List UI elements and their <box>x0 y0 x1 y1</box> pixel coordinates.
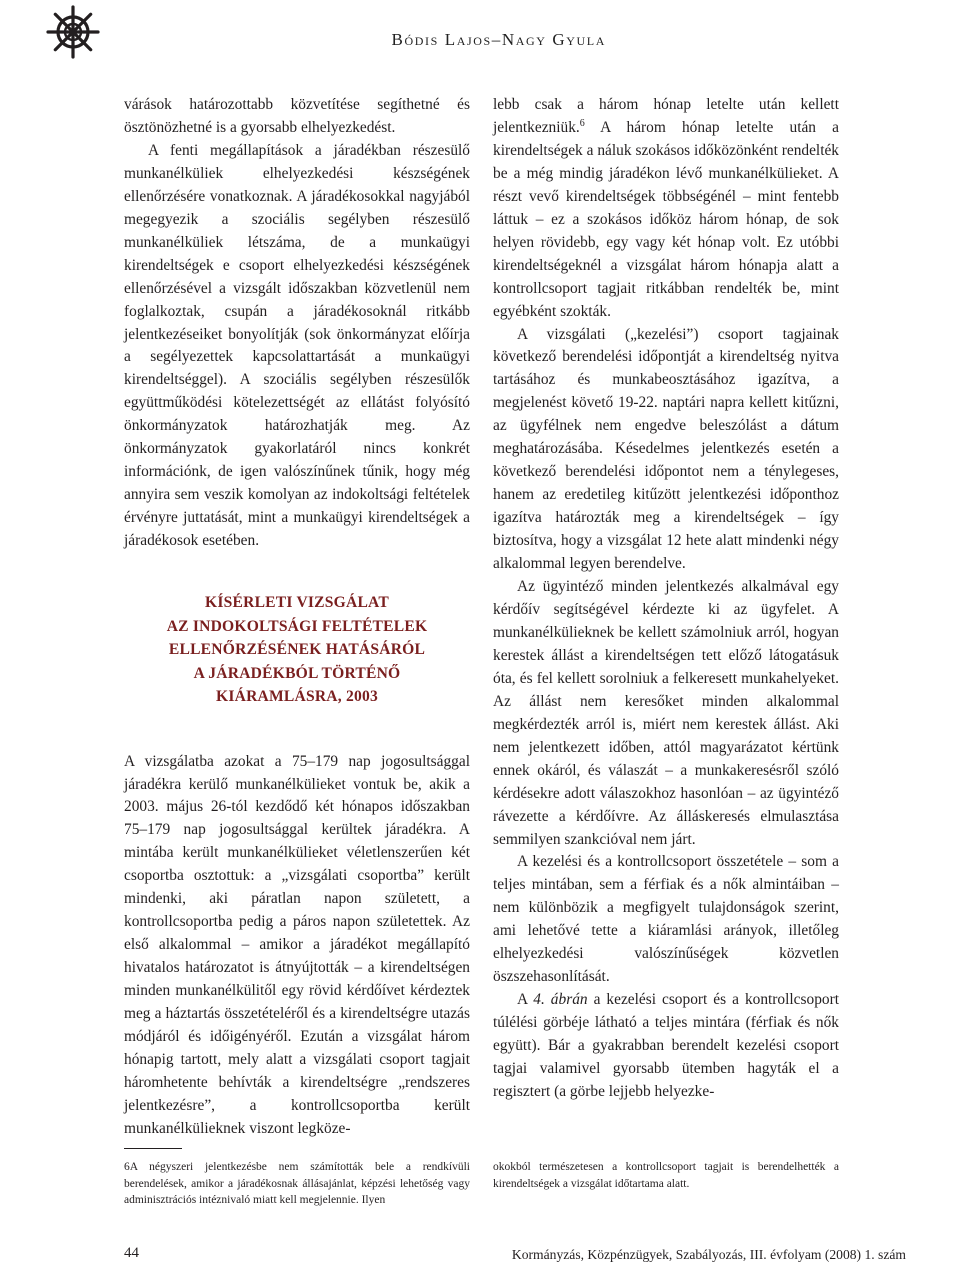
paragraph-text: a kezelési csoport és a kontrollcsoport túlélési görbéje látható a teljes mintára (férfiak és nők együtt). Bár a gyakrabban berendelt kezelési csoport tagjai valamivel gyorsabb ütemben hagyták el a regisztert (a görbe lejjebb helyezke- <box>493 991 839 1100</box>
journal-citation: Kormányzás, Közpénzügyek, Szabályozás, III. évfolyam (2008) 1. szám <box>511 1247 906 1262</box>
paragraph-text: A három hónap letelte után a kirendeltségek a náluk szokásos időközönként rendelték be a még mindig járadékon lévő munkanélkülieket. A részt vevő kirendeltségek többségénél – mint fentebb láttuk – ez a szokásos időköz három hónap, de sok helyen rövidebb, egy vagy két hónap volt. Ez utóbbi kirendeltségeknél a vizsgálat három hónapja alatt a kontrollcsoport tagjait ritkábban rendelték be, mint egyébként szokták. <box>493 118 839 320</box>
footnote-left <box>124 1159 470 1209</box>
paragraph: A fenti megállapítások a járadékban részesülő munkanélküliek elhelyezkedési készségének ellenőrzésére vonatkoznak. A járadékosokkal nagyjából megegyezik a szociális segélyben részesülő munkanélküliek létszáma, de a munkaügyi kirendeltségek e csoport elhelyezkedési készségének ellenőrzésével a vizsgált időszakban közvetlenül nem foglalkoztak, csupán a járadékosoknál ritkább jelentkezéseiket bonyolítják (sok önkormányzat előírja a segélyezettek kapcsolattartását a munkaügyi kirendeltséggel). A szociális segélyben részesülők együttműködési kötelezettségét az ellátást folyósító önkormányzatok határozhatják meg. Az önkormányzatok gyakorlatáról nincs konkrét információnk, de igen valószínűnek tűnik, hogy még annyira sem veszik komolyan az indokoltsági feltételek érvényre juttatását, mint a munkaügyi kirendeltségek a járadékosok esetében. <box>124 141 470 550</box>
heading-line: AZ INDOKOLTSÁGI FELTÉTELEK <box>166 617 428 635</box>
footnote-ref: 6 <box>579 117 585 129</box>
left-column <box>124 94 470 1141</box>
footnote-divider <box>124 1148 182 1149</box>
footnote-number: 6 <box>124 1161 130 1173</box>
heading-line: KIÁRAMLÁSRA, 2003 <box>216 688 378 706</box>
paragraph <box>493 989 839 1104</box>
figure-reference: 4. ábrán <box>533 991 588 1009</box>
paragraph-text: lebb csak a három hónap letelte után kellett jelentkezniük. <box>493 96 839 136</box>
footnote-right: okokból természetesen a kontrollcsoport tagjait is berendelhették a kirendeltségek a vizsgálat időtartama alatt. <box>493 1161 839 1190</box>
paragraph: A vizsgálati („kezelési”) csoport tagjainak következő berendelési időpontját a kirendeltség nyitva tartásához és munkabeosztásához igazítva, a megjelenést követő 19-22. naptári napra kellett kitűzni, az ügyfélnek nem engedve beleszólást a dátum meghatározásába. Késedelmes jelentkezés esetén a következő berendelési időpontot nem a ténylegeses, hanem az eredetileg kitűzött jelentkezési időponthoz igazítva határozták meg a kirendeltségek – így biztosítva, hogy a vizsgálat 12 hete alatt mindenki négy alkalommal legyen berendelve. <box>493 325 839 573</box>
paragraph-text: A <box>517 991 534 1009</box>
paragraph: várások határozottabb közvetítése segíthetné és ösztönözhetné is a gyorsabb elhelyezkedést. <box>124 96 470 136</box>
section-heading <box>124 591 470 709</box>
page-number: 44 <box>124 1245 139 1261</box>
heading-line: ELLENŐRZÉSÉNEK HATÁSÁRÓL <box>168 641 426 659</box>
paragraph: A kezelési és a kontrollcsoport összetétele – som a teljes mintában, sem a férfiak és a nők almintáiban – nem különbözik a megfigyelt tulajdonságok szerint, ami lehetővé tette a kiáramlási arányok, illetőleg elhelyezkedési valószínűségek közvetlen öszszehasonlítását. <box>493 853 839 986</box>
footnote-text: A négyszeri jelentkezésbe nem számították bele a rendkívüli berendelések, amikor a járadékosnak állásajánlat, képzési lehetőség vagy adminisztrációs intéznivaló miatt kell megjelennie. Ilyen <box>124 1161 470 1207</box>
paragraph <box>493 94 839 324</box>
paragraph: Az ügyintéző minden jelentkezés alkalmával egy kérdőív segítségével kérdezte ki az ügyfelet. A munkanélkülieknek be kellett számolniuk arról, hogyan kerestek állást a kirendeltségen tett előző látogatásuk óta, és fel kellett sorolniuk a felkeresett munkahelyeket. Az állást nem keresőket minden alkalommal megkérdezték arról is, miért nem kerestek állást. Aki nem jelentkezett időben, attól magyarázatot kértünk ennek okáról, és válaszát – a munkakeresésről szóló kérdésekre adott válaszokhoz hasonlóan – az ügyintéző rávezette a kérdőívre. Az álláskeresés elmulasztása semmilyen szankcióval nem járt. <box>493 578 839 848</box>
heading-line: A JÁRADÉKBÓL TÖRTÉNŐ <box>193 664 401 682</box>
running-head: Bódis Lajos–Nagy Gyula <box>391 30 606 49</box>
right-column <box>493 94 839 1104</box>
heading-line: KÍSÉRLETI VIZSGÁLAT <box>205 594 389 612</box>
paragraph: A vizsgálatba azokat a 75–179 nap jogosultsággal járadékra kerülő munkanélkülieket vontuk be, akik a 2003. május 26-tól kezdődő két hónapos időszakban 75–179 nap jogosultsággal kerültek járadékra. A mintába került munkanélkülieket véletlenszerűen két csoportba osztottuk: a „vizsgálati csoportba” került mindenki, aki páratlan napon született, a kontrollcsoportba pedig a páros napon születettek. Az első alkalommal – amikor a járadékot megállapító hivatalos határozatot is átnyújtották – a kirendeltségen minden munkanélkülitől egy rövid kérdőívet kérdeztek meg a háztartás összetételéről és a kirendeltségre utazás módjáról és időigényéről. Ezután a vizsgálat három hónapig tartott, mely alatt a vizsgálati csoport tagjait háromhetente behívták a kirendeltségre „rendszeres jelentkezésre”, a kontrollcsoportba került munkanélkülieknek viszont legköze- <box>124 752 470 1137</box>
